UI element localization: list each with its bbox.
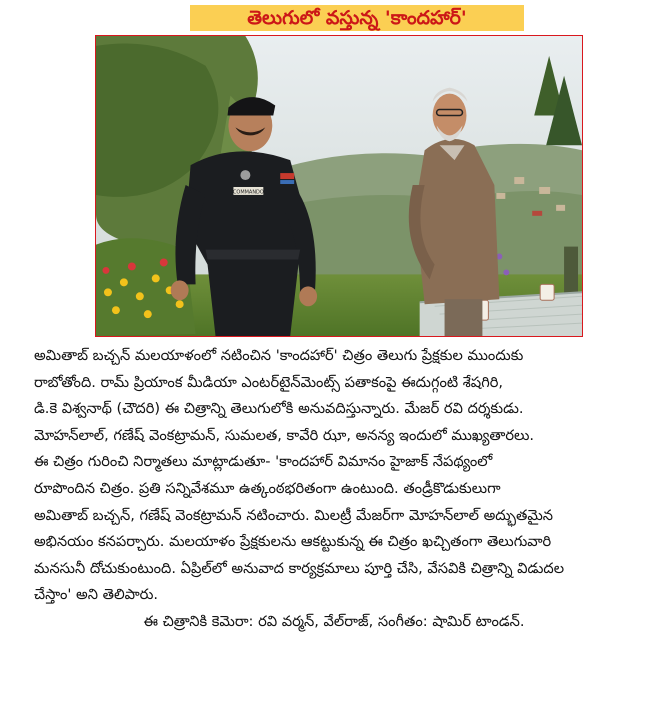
movie-still-photo [95,35,583,337]
article-line: రూపొందిన చిత్రం. ప్రతి సన్నివేశమూ ఉత్కంఠభరితంగా ఉంటుంది. తండ్రీకొడుకులుగా [34,479,501,497]
article-line: చేస్తాం' అని తెలిపారు. [34,586,159,604]
article-line: మోహన్‌లాల్, గణేష్ వెంకట్రామన్, సుమలత, కావేరి ఝా, అనన్య ఇందులో ముఖ్యతారలు. [34,426,535,444]
uniform-patch-text: COMMANDO [232,189,264,196]
article-credits: ఈ చిత్రానికి కెమెరా: రవి వర్మన్, వేల్‌రాజ్, సంగీతం: షామిర్ టాండన్. [143,612,525,630]
article-line: మనసునీ దోచుకుంటుంది. ఏప్రిల్‌లో అనువాద కార్యక్రమాలు పూర్తి చేసి, వేసవికి చిత్రాన్ని విడుదల [34,559,565,577]
movie-still-illustration [96,36,582,336]
article-line: అమితాబ్ బచ్చన్, గణేష్ వెంకట్రామన్ నటించారు. మిలట్రీ మేజర్‌గా మోహన్‌లాల్ అద్భుతమైన [34,506,554,524]
article-line: రాబోతోంది. రామ్ ప్రియాంక మీడియా ఎంటర్‌టైన్‌మెంట్స్ పతాకంపై ఈదుగ్గంటి శేషగిరి, [34,373,504,391]
headline-text: తెలుగులో వస్తున్న 'కాందహార్' [247,7,467,29]
article-line: డి.కె విశ్వనాథ్ (చౌదరి) ఈ చిత్రాన్ని తెలుగులోకి అనువదిస్తున్నారు. మేజర్ రవి దర్శకుడు. [34,400,524,418]
article-line: అభినయం కనపర్చారు. మలయాళం ప్రేక్షకులను ఆకట్టుకున్న ఈ చిత్రం ఖచ్చితంగా తెలుగువారి [34,533,552,551]
article-line: అమితాబ్ బచ్చన్ మలయాళంలో నటించిన 'కాందహార్' చిత్రం తెలుగు ప్రేక్షకుల ముందుకు [34,347,524,364]
article-line: ఈ చిత్రం గురించి నిర్మాతలు మాట్లాడుతూ- 'కాందహార్ విమానం హైజాక్ నేపథ్యంలో [34,453,493,471]
headline-banner [190,5,524,31]
article-body [34,343,634,636]
